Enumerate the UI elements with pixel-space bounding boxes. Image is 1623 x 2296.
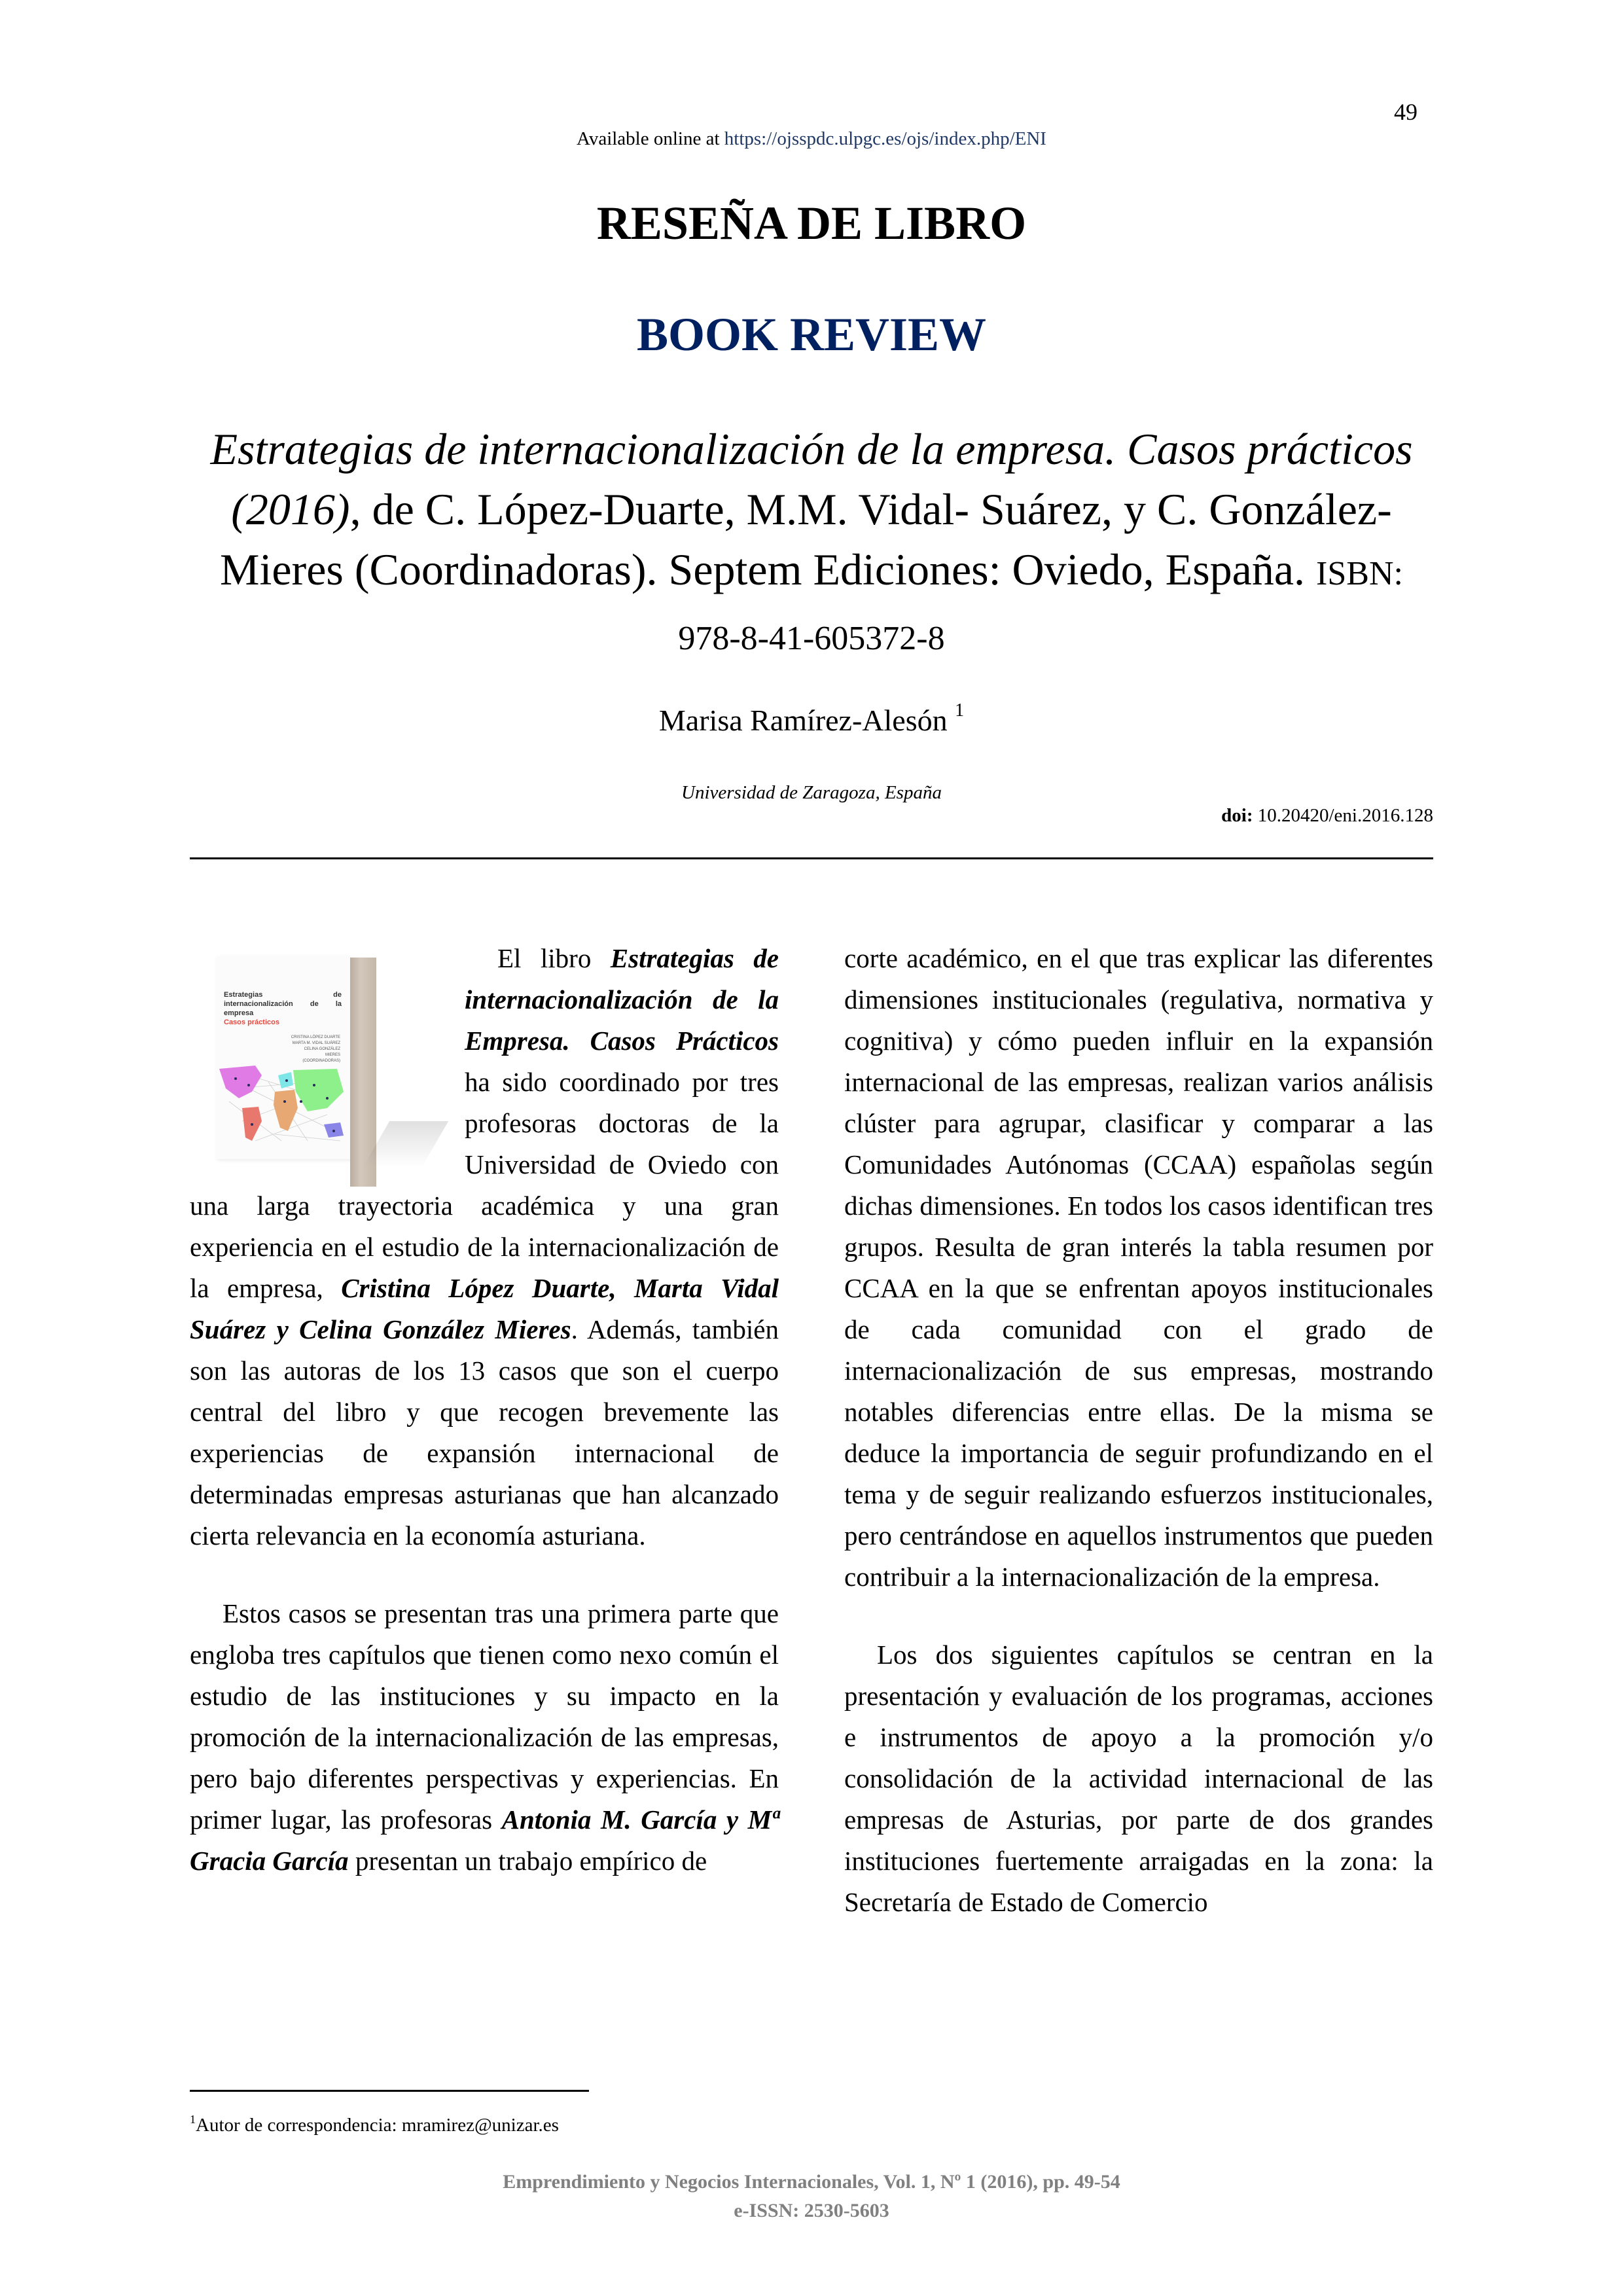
journal-citation: Emprendimiento y Negocios Internacionales, Vol. 1, Nº 1 (2016), pp. 49-54 [503, 2171, 1120, 2193]
journal-issn: e-ISSN: 2530-5603 [734, 2200, 889, 2221]
text-run: El libro [497, 943, 611, 973]
page-number: 49 [1394, 99, 1418, 125]
book-cover-image [190, 938, 452, 1184]
doi-value[interactable]: 10.20420/eni.2016.128 [1253, 805, 1433, 826]
availability-prefix: Available online at [577, 128, 724, 149]
cover-author: CRISTINA LÓPEZ DUARTE [291, 1035, 340, 1039]
book-title-emphasis: Estrategias de internacionalización de la Empresa. Casos Prácticos [465, 943, 779, 1056]
paragraph: corte académico, en el que tras explicar las diferentes dimensiones institucionales (regulativa, normativa y cognitiva) y cómo pueden influir en la expansión internacional de las empresas, realizan varios análisis clúster para agrupar, clasificar y comparar a las Comunidades Autónomas (CCAA) españolas según dichas dimensiones. En todos los casos identifican tres grupos. Resulta de gran interés la tabla resumen por CCAA en la que se enfrentan apoyos institucionales de cada comunidad con el grado de internacionalización de sus empresas, mostrando notables diferencias entre ellas. De la misma se deduce la importancia de seguir profundizando en el tema y de seguir realizando esfuerzos institucionales, pero centrándose en aquellos instrumentos que pueden contribuir a la internacionalización de la empresa. [844, 943, 1433, 1592]
body-column-left [190, 938, 779, 1882]
chapter-authors-names: Antonia M. García y Mª Gracia García [190, 1804, 779, 1876]
paragraph [190, 1593, 779, 1882]
footnote-text: Autor de correspondencia: mramirez@unizar.es [196, 2115, 559, 2136]
author-affiliation: Universidad de Zaragoza, España [681, 782, 942, 803]
cover-author: (COORDINADORAS) [302, 1059, 340, 1063]
journal-url-link[interactable]: https://ojsspdc.ulpgc.es/ojs/index.php/ENI [724, 128, 1046, 149]
text-run: ha sido coordinado por tres profesoras doctoras de la Universidad de Oviedo con una larga trayectoria académica y una gran experiencia en el estudio de la internacionalización de la empresa, [190, 1067, 779, 1303]
world-map-icon [216, 1062, 350, 1154]
footnote-mark: 1 [190, 2113, 196, 2126]
doi-line [1047, 805, 1433, 827]
author-line [0, 700, 1623, 738]
text-run: Estos casos se presentan tras una primera parte que engloba tres capítulos que tienen como nexo común el estudio de las instituciones y su impacto en la promoción de la internacionalización de las empresas, pero bajo diferentes perspectivas y experiencias. En primer lugar, las profesoras [190, 1598, 779, 1835]
book-isbn: ISBN: 978-8-41-605372-8 [678, 555, 1403, 657]
footnote-divider [190, 2090, 589, 2092]
author-name: Marisa Ramírez-Alesón [658, 704, 955, 737]
cover-author: MARTA M. VIDAL SUÁREZ [292, 1041, 340, 1045]
cover-authors [288, 1035, 340, 1064]
book-citation [190, 419, 1433, 669]
coordinators-names: Cristina López Duarte, Marta Vidal Suárez y Celina González Mieres [190, 1273, 779, 1344]
text-run: presentan un trabajo empírico de [348, 1846, 707, 1876]
cover-subtitle: Casos prácticos [224, 1018, 279, 1026]
cover-author: CELINA GONZÁLEZ MIERES [304, 1047, 340, 1057]
book-title-italic: Estrategias de internacionalización de la empresa. Casos prácticos (2016) [210, 424, 1413, 534]
journal-footer [0, 2168, 1623, 2225]
paragraph: Los dos siguientes capítulos se centran en la presentación y evaluación de los programas, acciones e instrumentos de apoyo a la promoción y/o consolidación de la actividad internacional de las empresas de Asturias, por parte de dos grandes instituciones fuertemente arraigadas en la zona: la Secretaría de Estado de Comercio [844, 1640, 1433, 1917]
title-spanish: RESEÑA DE LIBRO [596, 197, 1027, 249]
body-column-right [844, 938, 1433, 1923]
text-run: . Además, también son las autoras de los 13 casos que son el cuerpo central del libro y que recogen brevemente las experiencias de expansión internacional de determinadas empresas asturianas que han alcanzado cierta relevancia en la economía asturiana. [190, 1314, 779, 1551]
cover-title [224, 990, 342, 1027]
title-english: BOOK REVIEW [636, 308, 987, 361]
author-footnote-mark[interactable]: 1 [955, 700, 965, 721]
header-divider [190, 857, 1433, 859]
doi-label: doi: [1221, 805, 1253, 826]
availability-line [0, 128, 1623, 150]
footnote [190, 2113, 559, 2136]
cover-title-text: Estrategias de internacionalización de la empresa [224, 991, 342, 1017]
book-citation-rest: , de C. López-Duarte, M.M. Vidal- Suárez, y C. González-Mieres (Coordinadoras). Septem Ediciones: Oviedo, España. [220, 484, 1392, 594]
